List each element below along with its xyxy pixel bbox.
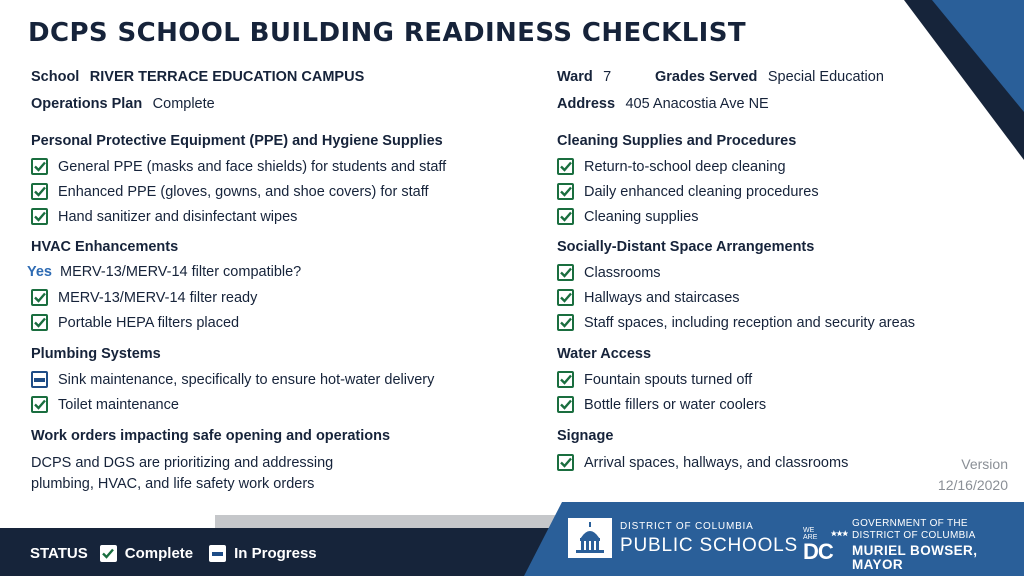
version-label: Version	[961, 456, 1008, 472]
section-cleaning-title: Cleaning Supplies and Procedures	[557, 133, 797, 149]
item-text: Sink maintenance, specifically to ensure hot-water delivery	[58, 371, 435, 388]
checklist-item	[557, 314, 915, 331]
checkbox-checked-icon	[31, 158, 48, 175]
school-label: School	[31, 69, 80, 85]
checkbox-dash-icon	[209, 545, 226, 562]
work-orders-line1: DCPS and DGS are prioritizing and addressing	[31, 455, 334, 471]
dcps-big-text: PUBLIC SCHOOLS	[620, 534, 799, 556]
item-text: General PPE (masks and face shields) for students and staff	[58, 158, 447, 175]
checklist-item	[31, 289, 257, 306]
yes-answer: Yes	[27, 264, 52, 280]
checklist-item	[557, 454, 848, 471]
version-date: 12/16/2020	[937, 477, 1008, 493]
grades-label: Grades Served	[655, 69, 758, 85]
item-text: Hallways and staircases	[584, 289, 740, 306]
section-work-orders-title: Work orders impacting safe opening and operations	[31, 428, 391, 444]
school-value: RIVER TERRACE EDUCATION CAMPUS	[89, 69, 365, 85]
dc-government-logo	[803, 518, 1024, 571]
checklist-item	[31, 158, 446, 175]
we-are-text: WE ARE	[803, 526, 818, 541]
item-text: Classrooms	[584, 264, 661, 281]
item-text: Arrival spaces, hallways, and classrooms	[584, 454, 849, 471]
work-orders-text	[31, 453, 333, 495]
checkbox-checked-icon	[557, 371, 574, 388]
ops-plan-row	[31, 95, 215, 113]
status-label: STATUS	[30, 545, 88, 562]
checkbox-checked-icon	[31, 289, 48, 306]
item-text: Bottle fillers or water coolers	[584, 396, 767, 413]
checkbox-checked-icon	[557, 208, 574, 225]
dc-mark: DC	[803, 538, 833, 564]
item-text: Toilet maintenance	[58, 396, 179, 413]
checkbox-checked-icon	[557, 396, 574, 413]
corner-decoration	[904, 0, 1024, 160]
checklist-item	[557, 264, 661, 281]
item-text: Fountain spouts turned off	[584, 371, 753, 388]
section-water-title: Water Access	[557, 346, 652, 362]
checkbox-checked-icon	[31, 208, 48, 225]
item-text: Hand sanitizer and disinfectant wipes	[58, 208, 298, 225]
work-orders-line2: plumbing, HVAC, and life safety work orders	[31, 476, 315, 492]
checklist-item	[557, 371, 752, 388]
dcps-logo	[568, 518, 798, 558]
item-text: Portable HEPA filters placed	[58, 314, 240, 331]
checkbox-checked-icon	[31, 314, 48, 331]
page-title: DCPS SCHOOL BUILDING READINESS CHECKLIST	[28, 18, 747, 48]
checkbox-checked-icon	[31, 396, 48, 413]
school-row	[31, 68, 364, 86]
address-label: Address	[557, 96, 616, 112]
section-signage-title: Signage	[557, 428, 614, 444]
checklist-item	[31, 396, 179, 413]
legend-progress-label: In Progress	[234, 545, 317, 562]
item-text: MERV-13/MERV-14 filter ready	[58, 289, 258, 306]
checkbox-checked-icon	[557, 289, 574, 306]
checklist-item	[31, 183, 429, 200]
checklist-item	[31, 371, 434, 388]
item-text: Cleaning supplies	[584, 208, 699, 225]
section-distance-title: Socially-Distant Space Arrangements	[557, 239, 815, 255]
checkbox-dash-icon	[31, 371, 48, 388]
dcps-small-text: DISTRICT OF COLUMBIA	[620, 520, 754, 532]
item-text: MERV-13/MERV-14 filter compatible?	[60, 264, 302, 280]
ward-row	[557, 68, 611, 86]
mayor-text: MURIEL BOWSER, MAYOR	[852, 543, 978, 572]
address-row	[557, 95, 769, 113]
checkbox-checked-icon	[557, 454, 574, 471]
ops-plan-label: Operations Plan	[31, 96, 143, 112]
ward-value: 7	[603, 69, 612, 85]
item-text: Return-to-school deep cleaning	[584, 158, 786, 175]
gov-line2: DISTRICT OF COLUMBIA	[852, 530, 976, 541]
checkbox-checked-icon	[557, 314, 574, 331]
version-info	[938, 454, 1008, 496]
checkbox-checked-icon	[557, 183, 574, 200]
item-text: Daily enhanced cleaning procedures	[584, 183, 819, 200]
legend-complete-label: Complete	[124, 545, 194, 562]
status-legend	[30, 545, 317, 562]
checklist-item	[557, 208, 698, 225]
address-value: 405 Anacostia Ave NE	[625, 96, 769, 112]
checklist-item	[557, 158, 786, 175]
checkbox-checked-icon	[557, 158, 574, 175]
checklist-item	[557, 183, 819, 200]
checklist-item	[27, 264, 301, 280]
checklist-item	[557, 289, 740, 306]
checkbox-checked-icon	[31, 183, 48, 200]
section-hvac-title: HVAC Enhancements	[31, 239, 179, 255]
section-ppe-title: Personal Protective Equipment (PPE) and Hygiene Supplies	[31, 133, 443, 149]
gov-line1: GOVERNMENT OF THE	[852, 518, 968, 529]
ops-plan-value: Complete	[152, 96, 215, 112]
item-text: Enhanced PPE (gloves, gowns, and shoe covers) for staff	[58, 183, 429, 200]
checklist-item	[31, 314, 239, 331]
item-text: Staff spaces, including reception and security areas	[584, 314, 916, 331]
section-plumbing-title: Plumbing Systems	[31, 346, 161, 362]
dc-flag-stars-icon	[831, 530, 848, 537]
grades-row	[655, 68, 884, 86]
checklist-item	[31, 208, 297, 225]
grades-value: Special Education	[767, 69, 884, 85]
checkbox-checked-icon	[557, 264, 574, 281]
checklist-item	[557, 396, 766, 413]
capitol-dome-icon	[568, 518, 612, 558]
ward-label: Ward	[557, 69, 593, 85]
checkbox-checked-icon	[100, 545, 117, 562]
footer-accent-bar	[215, 515, 555, 529]
